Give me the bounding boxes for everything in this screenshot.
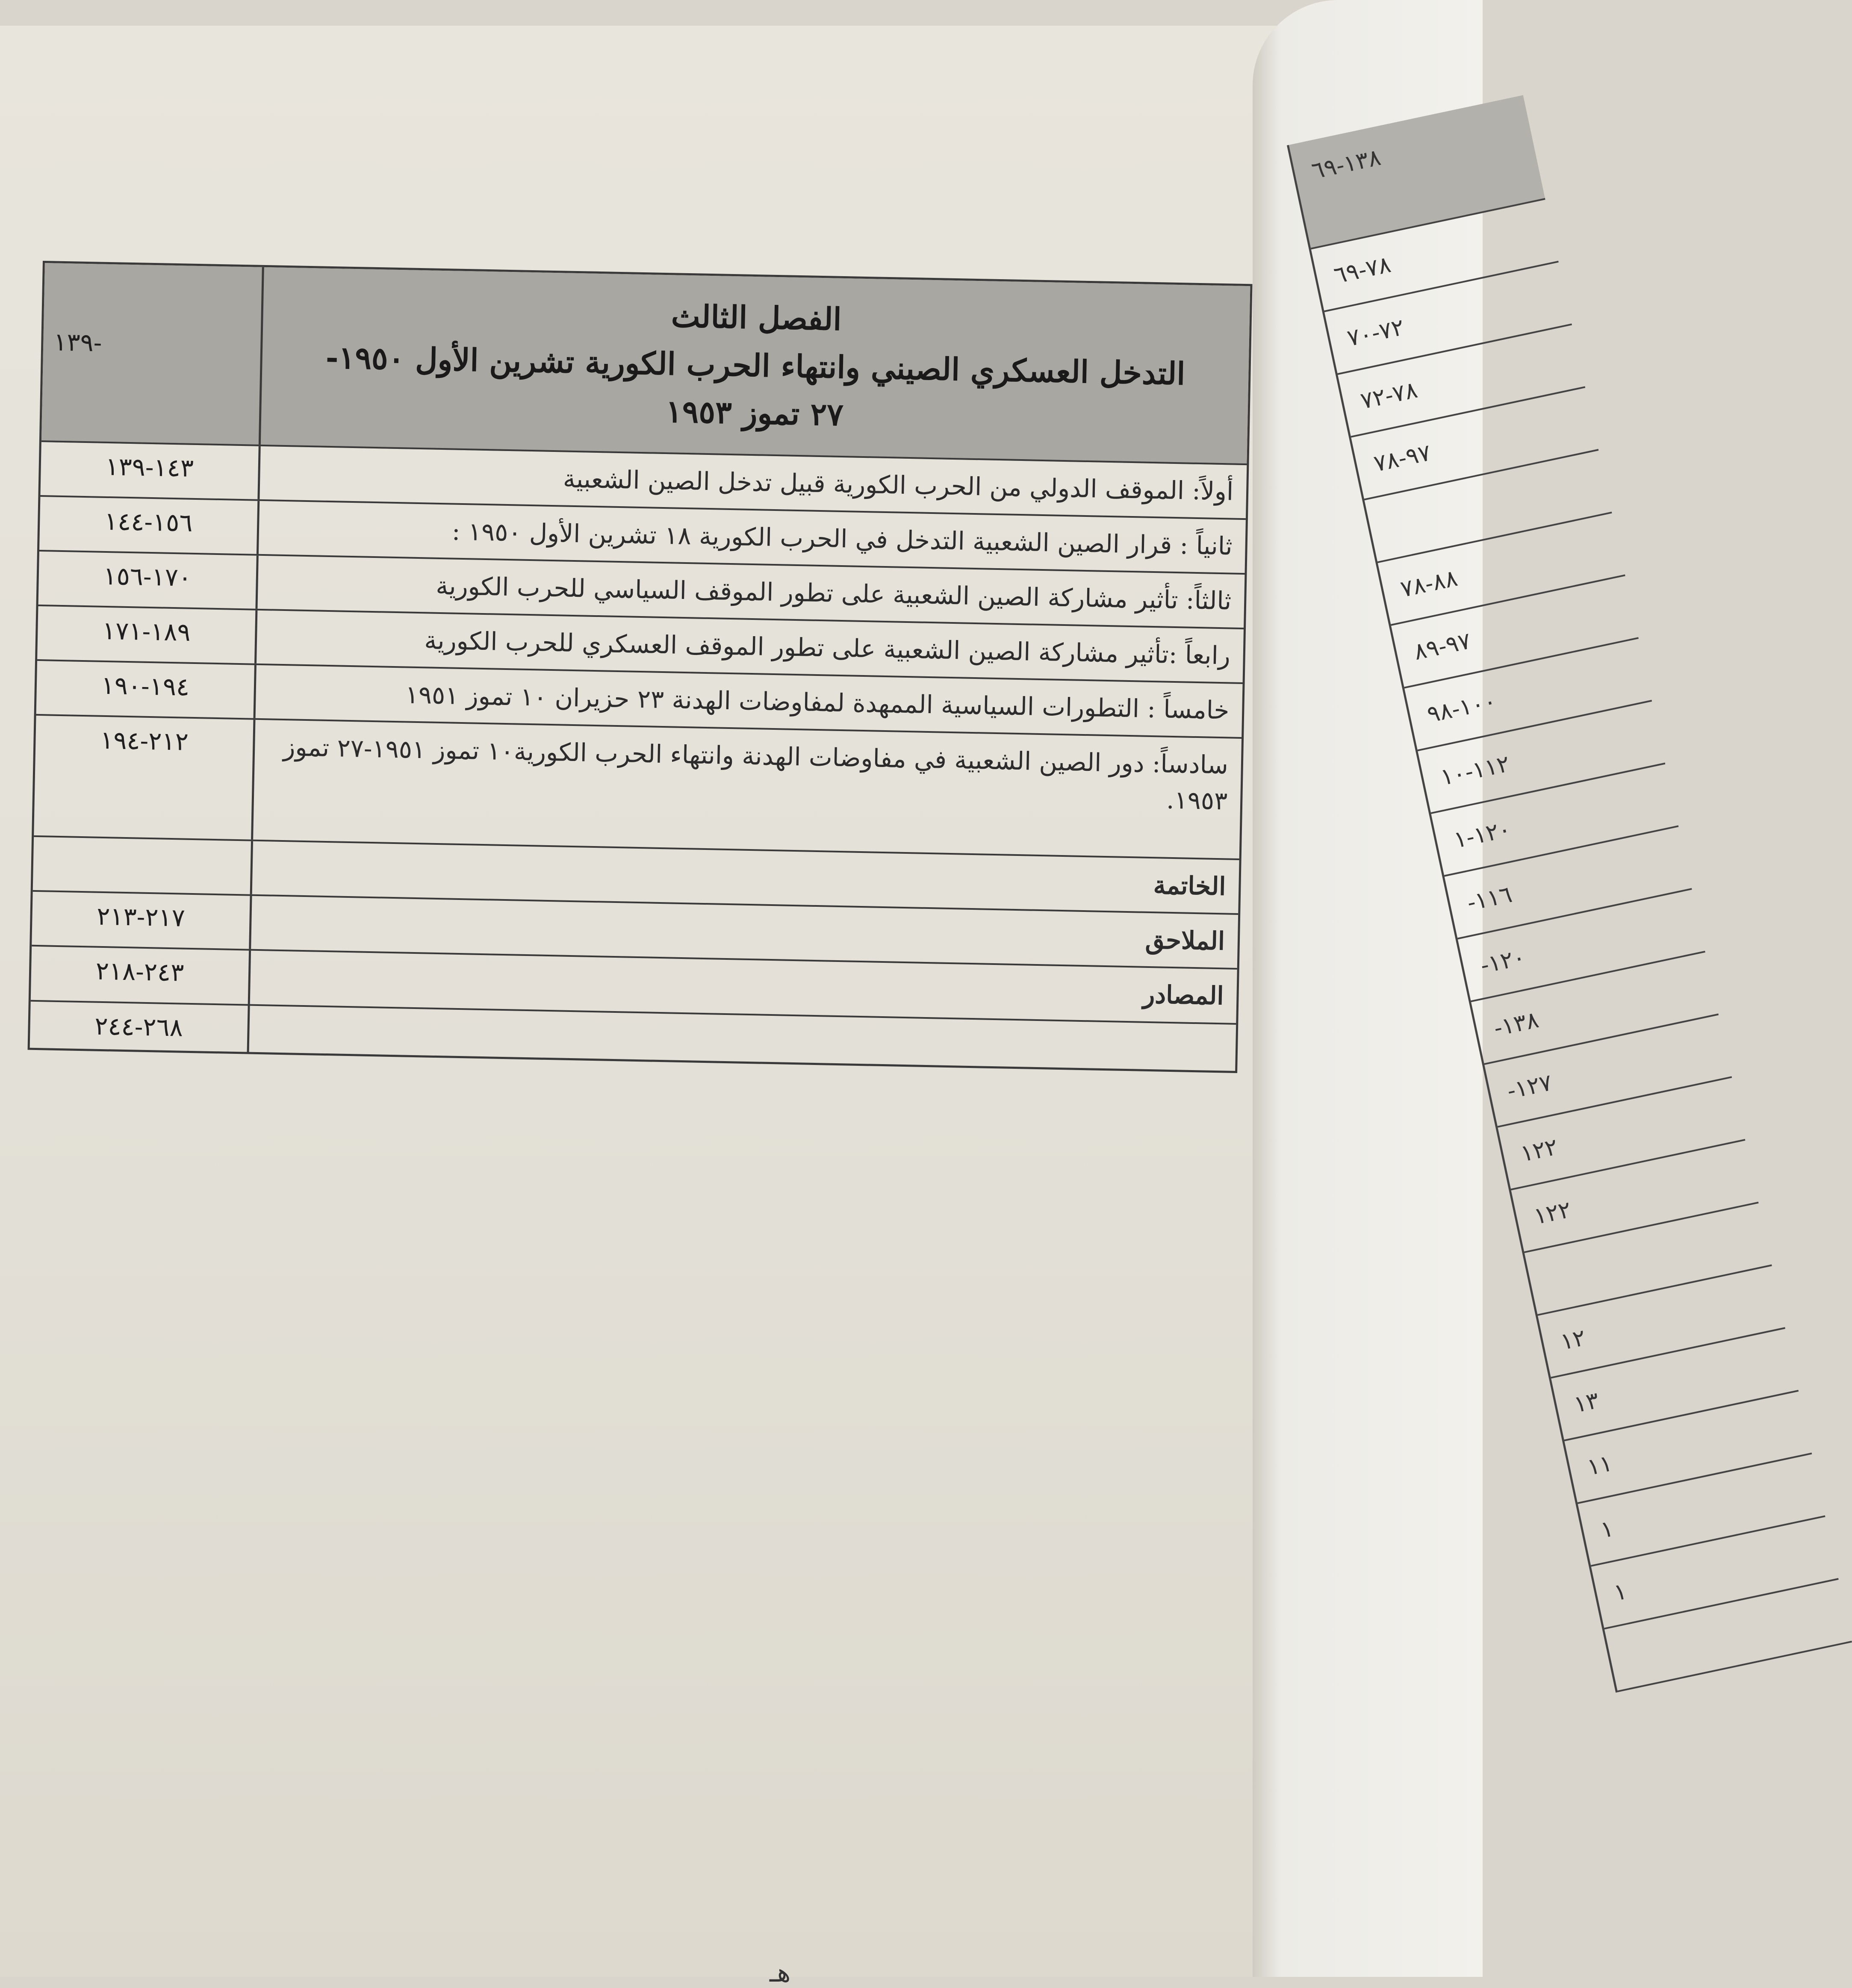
toc-entry-pages: ١٥٦-١٤٤	[104, 506, 193, 537]
toc-entry-pages: ١٤٣-١٣٩	[105, 451, 194, 483]
right-page-cell: ١٠٠-٩٨	[1404, 639, 1652, 751]
chapter-heading: الفصل الثالث	[671, 298, 842, 337]
right-page-cell: ١٣٨-	[1471, 953, 1719, 1065]
back-matter-pages: ٢٤٣-٢١٨	[95, 956, 185, 988]
right-page-cell: ١٢٢	[1498, 1078, 1745, 1190]
right-page-cell: ١١	[1564, 1392, 1812, 1504]
right-page-cell: ١٣	[1551, 1329, 1799, 1441]
chapter-pages: -١٣٩	[53, 327, 103, 357]
back-matter-pages: ٢١٧-٢١٣	[96, 902, 186, 933]
toc-row	[34, 716, 1242, 860]
right-page-cell: ١١٦-	[1445, 827, 1692, 939]
right-page-edge	[1253, 0, 1629, 1977]
right-page-cell: ٧٨-٦٩	[1311, 200, 1559, 312]
right-page-cell: ١٢٢	[1511, 1141, 1759, 1253]
chapter-title-line2: ٢٧ تموز ١٩٥٣	[665, 393, 844, 433]
right-page-cell: ١٣٨-٦٩	[1289, 95, 1545, 250]
right-page-cell: ٩٧-٨٩	[1391, 576, 1639, 688]
right-page-cell: ١	[1578, 1454, 1825, 1567]
right-page-cell: ١	[1591, 1517, 1839, 1629]
toc-entry-title: رابعاً :تأثير مشاركة الصين الشعبية على تطور الموقف العسكري للحرب الكورية	[254, 611, 1244, 682]
right-page-cell: ١٢٧-	[1484, 1015, 1732, 1127]
chapter-title-line1: التدخل العسكري الصيني وانتهاء الحرب الكورية تشرين الأول ١٩٥٠-	[325, 339, 1186, 392]
toc-entry-pages: ١٨٩-١٧١	[102, 616, 191, 647]
toc-entry-title: ثانياً : قرار الصين الشعبية التدخل في الحرب الكورية ١٨ تشرين الأول ١٩٥٠ :	[257, 501, 1246, 573]
right-page-table	[1287, 95, 1852, 1693]
toc-entry-title: سادساً: دور الصين الشعبية في مفاوضات الهدنة وانتهاء الحرب الكورية١٠ تموز ١٩٥١-٢٧ تموز ١٩٥٣.	[251, 720, 1242, 858]
toc-entry-pages: ١٧٠-١٥٦	[103, 561, 192, 592]
right-page-cell: ٧٢-٧٠	[1324, 263, 1572, 375]
right-page-cell: ٨٨-٧٨	[1378, 513, 1625, 626]
page-number: هـ	[770, 1958, 791, 1988]
back-matter-title: الملاحق	[249, 896, 1238, 968]
right-page-cell: ١١٢-١٠	[1418, 702, 1665, 814]
right-page-cell: ٧٨-٧٢	[1338, 325, 1585, 438]
right-page-cell: ٩٧-٧٨	[1351, 388, 1598, 500]
back-matter-pages	[33, 837, 251, 894]
chapter-title-cell	[259, 267, 1250, 463]
back-matter-pages: ٢٦٨-٢٤٤	[94, 1011, 183, 1042]
left-page	[0, 26, 1283, 1988]
back-matter-title: الخاتمة	[250, 841, 1239, 913]
chapter-header-row	[41, 263, 1250, 465]
toc-entry-pages: ١٩٤-١٩٠	[101, 670, 190, 702]
right-page-cell: ١٢٠-	[1458, 890, 1705, 1002]
toc-entry-title: أولاً: الموقف الدولي من الحرب الكورية قبيل تدخل الصين الشعبية	[257, 446, 1247, 518]
toc-entry-title: خامساً : التطورات السياسية الممهدة لمفاوضات الهدنة ٢٣ حزيران ١٠ تموز ١٩٥١	[254, 665, 1243, 737]
table-of-contents	[28, 261, 1253, 1073]
right-page-cell: ١٢	[1538, 1266, 1785, 1378]
back-matter-title: المصادر	[248, 951, 1237, 1023]
toc-entry-title: ثالثاً: تأثير مشاركة الصين الشعبية على تطور الموقف السياسي للحرب الكورية	[255, 556, 1244, 628]
right-page-cell: ١٢٠-١	[1431, 764, 1679, 877]
toc-entry-pages: ٢١٢-١٩٤	[100, 726, 189, 756]
